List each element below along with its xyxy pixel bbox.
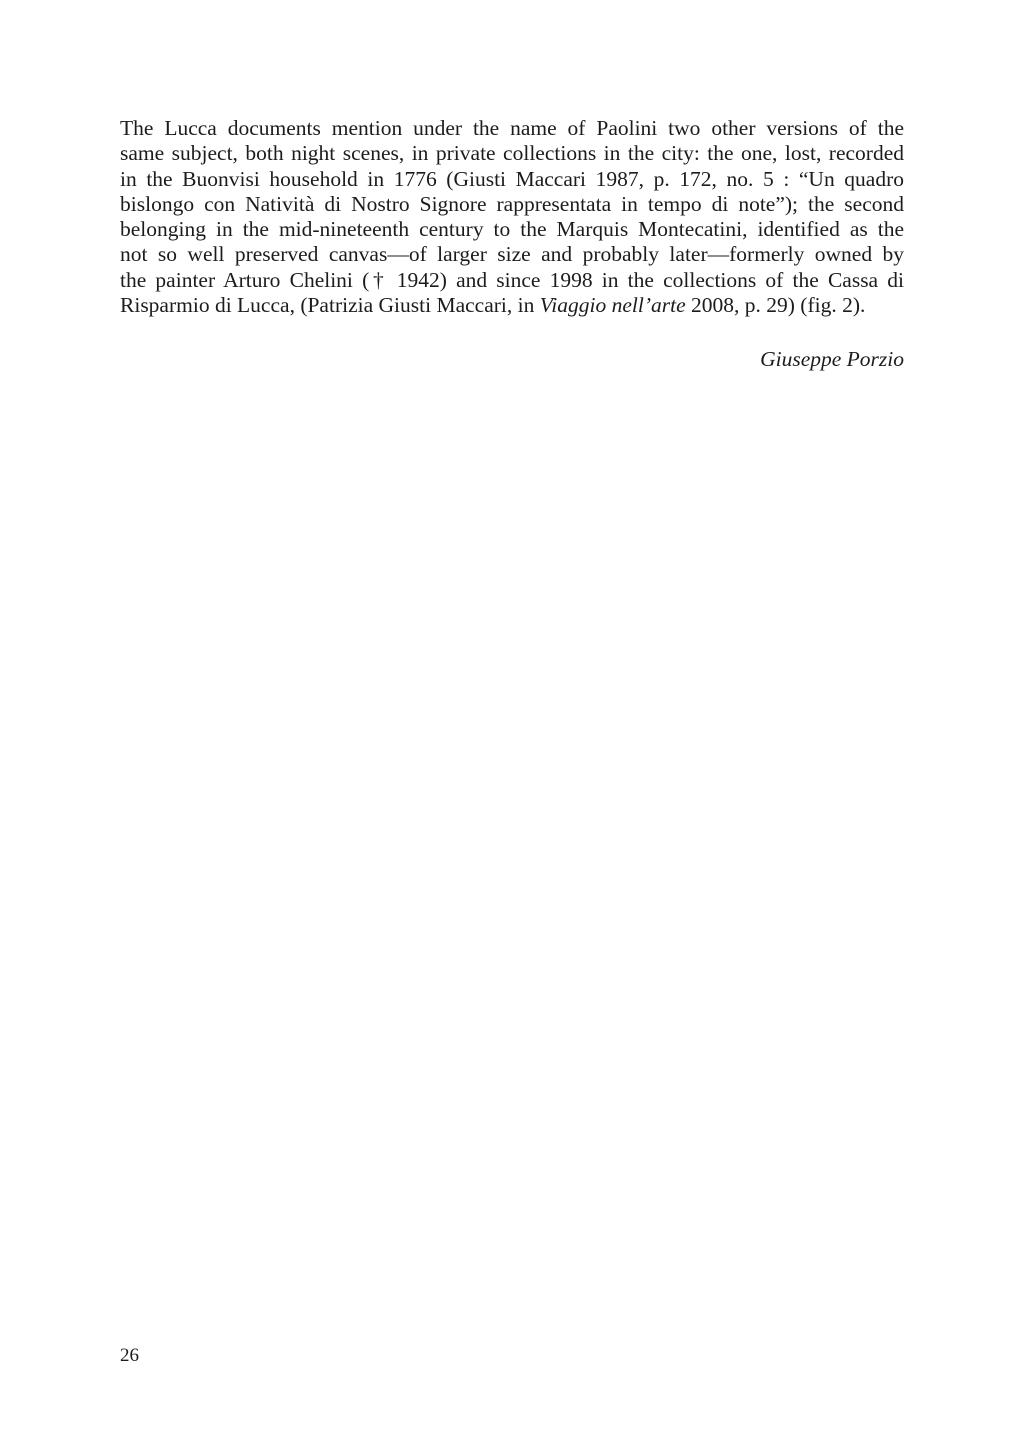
paragraph-line: The Lucca documents mention under the name of Paolini two other versions of the	[120, 116, 904, 140]
page-number: 26	[120, 1345, 139, 1366]
author-signature: Giuseppe Porzio	[760, 347, 904, 371]
body-paragraph	[120, 116, 904, 318]
citation-reference: 2008, p. 29) (fig. 2).	[685, 293, 866, 318]
cited-title: Viaggio nell’arte	[539, 293, 686, 318]
paragraph-line: the painter Arturo Chelini († 1942) and since 1998 in the collections of the Cassa di	[120, 267, 904, 292]
paragraph-line: same subject, both night scenes, in private collections in the city: the one, lost, recorded	[120, 141, 904, 166]
paragraph-line: bislongo con Natività di Nostro Signore rappresentata in tempo di note”); the second	[120, 191, 904, 216]
paragraph-last-line	[120, 293, 904, 318]
citation-text: Risparmio di Lucca, (Patrizia Giusti Maccari, in	[120, 293, 540, 318]
paragraph-line: in the Buonvisi household in 1776 (Giusti Maccari 1987, p. 172, no. 5 : “Un quadro	[120, 166, 904, 191]
paragraph-line: belonging in the mid-nineteenth century to the Marquis Montecatini, identified as the	[120, 217, 904, 242]
paragraph-line: not so well preserved canvas—of larger size and probably later—formerly owned by	[120, 242, 904, 267]
